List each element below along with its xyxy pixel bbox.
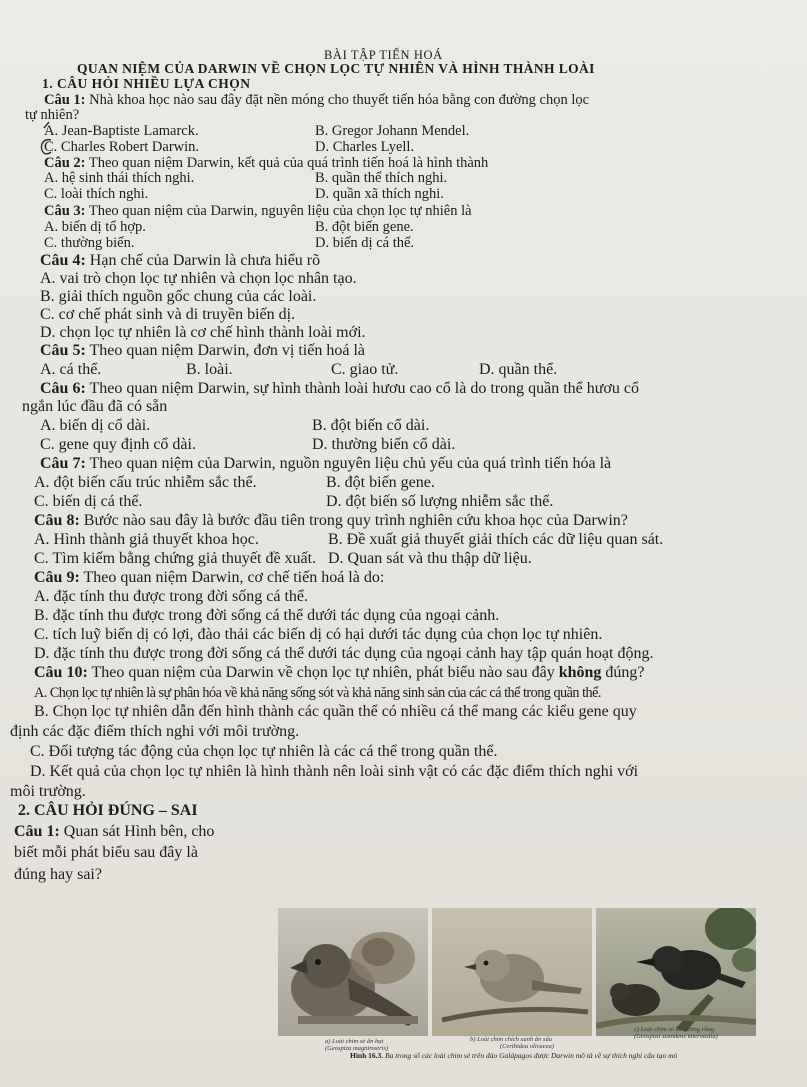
q5-option-c: C. giao tử. [331, 361, 399, 378]
q3-option-c: C. thường biến. [44, 235, 135, 251]
question-10-tail: đúng? [601, 664, 645, 681]
q8-option-a: A. Hình thành giả thuyết khoa học. [34, 531, 259, 548]
q7-option-b: B. đột biến gene. [326, 474, 435, 491]
question-10 [34, 664, 645, 682]
question-7 [40, 455, 611, 473]
q2-option-c: C. loài thích nghi. [44, 186, 149, 202]
q4-option-a: A. vai trò chọn lọc tự nhiên và chọn lọc nhân tạo. [40, 270, 357, 287]
question-6-label: Câu 6: [40, 380, 86, 397]
q8-option-b: B. Đề xuất giả thuyết giải thích các dữ liệu quan sát. [328, 531, 664, 548]
q8-option-d: D. Quan sát và thu thập dữ liệu. [328, 550, 532, 567]
tf-question-1 [14, 823, 214, 841]
warbler-finch-image [432, 908, 592, 1036]
figure-panel-b [432, 908, 592, 1036]
question-7-text: Theo quan niệm của Darwin, nguồn nguyên liệu chủ yếu của quá trình tiến hóa là [85, 455, 612, 472]
question-4 [40, 252, 320, 270]
question-2 [44, 155, 488, 171]
question-8-label: Câu 8: [34, 512, 80, 529]
question-8-text: Bước nào sau đây là bước đầu tiên trong quy trình nghiên cứu khoa học của Darwin? [79, 512, 628, 529]
caption-c-line-2: (Geospiza scandens intermedia) [634, 1033, 718, 1040]
figure-caption-label: Hình 16.3. [350, 1051, 384, 1060]
q9-option-a: A. đặc tính thu được trong đời sống cá thể. [34, 588, 308, 605]
subject-heading: BÀI TẬP TIẾN HOÁ [324, 48, 443, 62]
figure-panel-a [278, 908, 428, 1036]
question-6 [40, 380, 639, 398]
section-2-heading: 2. CÂU HỎI ĐÚNG – SAI [18, 802, 198, 819]
question-1 [44, 92, 589, 108]
caption-b-line-1: b) Loài chim chích xanh ăn sâu [470, 1036, 552, 1043]
cactus-finch-image [596, 908, 756, 1036]
question-1-text-cont: tự nhiên? [25, 107, 80, 123]
q9-option-c: C. tích luỹ biến dị có lợi, đào thải các biến dị có hại dưới tác dụng của chọn lọc tự nhiên. [34, 626, 603, 643]
q2-option-b: B. quần thể thích nghi. [315, 170, 448, 186]
question-10-label: Câu 10: [34, 664, 88, 681]
tf-question-1-line-3: đúng hay sai? [14, 866, 102, 883]
q1-option-a: A. Jean-Baptiste Lamarck. [44, 123, 199, 139]
q4-option-c: C. cơ chế phát sinh và di truyền biến dị. [40, 306, 296, 323]
question-1-label: Câu 1: [44, 92, 86, 108]
question-1-text: Nhà khoa học nào sau đây đặt nền móng cho thuyết tiến hóa bằng con đường chọn lọc [85, 92, 590, 108]
q9-option-d: D. đặc tính thu được trong đời sống cá thể dưới tác dụng của ngoại cảnh hay tập quán hoạt động. [34, 645, 654, 662]
page-title: QUAN NIỆM CỦA DARWIN VỀ CHỌN LỌC TỰ NHIÊN VÀ HÌNH THÀNH LOÀI [77, 61, 595, 76]
q1-option-d: D. Charles Lyell. [315, 139, 415, 155]
question-10-text: Theo quan niệm của Darwin về chọn lọc tự nhiên, phát biểu nào sau đây [87, 664, 559, 681]
q8-option-c: C. Tìm kiếm bằng chứng giả thuyết đề xuất. [34, 550, 317, 567]
question-4-text: Hạn chế của Darwin là chưa hiểu rõ [85, 252, 321, 269]
question-8 [34, 512, 628, 530]
q10-option-b: B. Chọn lọc tự nhiên dẫn đến hình thành các quần thể có nhiều cá thể mang các kiểu gene quy [34, 703, 637, 720]
caption-b-line-2: (Certhidea olivacea) [500, 1043, 554, 1050]
finch-figure [278, 908, 756, 1052]
q9-option-b: B. đặc tính thu được trong đời sống cá thể dưới tác dụng của ngoại cảnh. [34, 607, 500, 624]
q6-option-b: B. đột biến cổ dài. [312, 417, 430, 434]
question-2-text: Theo quan niệm Darwin, kết quả của quá trình tiến hoá là hình thành [85, 155, 489, 171]
q10-option-a: A. Chọn lọc tự nhiên là sự phân hóa về khả năng sống sót và khả năng sinh sản của các cá thể trong quần thể. [34, 685, 601, 701]
caption-a [325, 1038, 388, 1052]
question-4-label: Câu 4: [40, 252, 86, 269]
q6-option-a: A. biến dị cổ dài. [40, 417, 151, 434]
figure-panel-c [596, 908, 756, 1036]
q10-option-b-cont: định các đặc điểm thích nghi với môi trường. [10, 723, 300, 740]
caption-a-line-1: a) Loài chim sẻ ăn hạt [325, 1038, 384, 1045]
caption-c [634, 1026, 718, 1040]
question-6-text-cont: ngắn lúc đầu đã có sẵn [22, 398, 168, 415]
q4-option-b: B. giải thích nguồn gốc chung của các loài. [40, 288, 317, 305]
q4-option-d: D. chọn lọc tự nhiên là cơ chế hình thành loài mới. [40, 324, 366, 341]
question-3-label: Câu 3: [44, 203, 86, 219]
question-5-text: Theo quan niệm Darwin, đơn vị tiến hoá là [85, 342, 365, 359]
q6-option-d: D. thường biến cổ dài. [312, 436, 456, 453]
question-3-text: Theo quan niệm của Darwin, nguyên liệu của chọn lọc tự nhiên là [85, 203, 472, 219]
q3-option-a: A. biến dị tổ hợp. [44, 219, 146, 235]
question-9 [34, 569, 384, 587]
handwritten-answer-mark [35, 118, 59, 158]
q10-option-d: D. Kết quả của chọn lọc tự nhiên là hình thành nên loài sinh vật có các đặc điểm thích nghi với [30, 763, 639, 780]
q2-option-a: A. hệ sinh thái thích nghi. [44, 170, 195, 186]
question-6-text: Theo quan niệm Darwin, sự hình thành loài hươu cao cổ là do trong quần thể hươu cổ [85, 380, 639, 397]
figure-caption [350, 1051, 677, 1060]
q5-option-a: A. cá thể. [40, 361, 102, 378]
question-3 [44, 203, 472, 219]
question-9-label: Câu 9: [34, 569, 80, 586]
section-1-heading: 1. CÂU HỎI NHIỀU LỰA CHỌN [42, 76, 251, 91]
figure-caption-text: Ba trong số các loài chim sẻ trên đảo Galápagos được Darwin mô tả về sự thích nghi cấu tạo mỏ [383, 1051, 678, 1060]
q3-option-b: B. đột biến gene. [315, 219, 414, 235]
question-10-emphasis: không [558, 664, 602, 681]
question-5 [40, 342, 365, 360]
q2-option-d: D. quần xã thích nghi. [315, 186, 444, 202]
caption-a-line-2: (Geospiza magnirostris) [325, 1045, 389, 1052]
q7-option-d: D. đột biến số lượng nhiễm sắc thể. [326, 493, 554, 510]
q7-option-c: C. biến dị cá thể. [34, 493, 143, 510]
q7-option-a: A. đột biến cấu trúc nhiễm sắc thể. [34, 474, 257, 491]
q1-option-c: C. Charles Robert Darwin. [44, 139, 200, 155]
tf-question-1-label: Câu 1: [14, 823, 60, 840]
question-9-text: Theo quan niệm Darwin, cơ chế tiến hoá là do: [79, 569, 385, 586]
q3-option-d: D. biến dị cá thể. [315, 235, 415, 251]
q5-option-b: B. loài. [186, 361, 233, 378]
caption-c-line-1: c) Loài chim sẻ ăn xương rồng [634, 1026, 714, 1033]
q5-option-d: D. quần thể. [479, 361, 558, 378]
tf-question-1-line-2: biết mỗi phát biểu sau đây là [14, 844, 198, 861]
q10-option-d-cont: môi trường. [10, 783, 86, 800]
question-5-label: Câu 5: [40, 342, 86, 359]
tf-question-1-text: Quan sát Hình bên, cho [59, 823, 215, 840]
question-7-label: Câu 7: [40, 455, 86, 472]
q10-option-c: C. Đối tượng tác động của chọn lọc tự nhiên là các cá thể trong quần thể. [30, 743, 498, 760]
q1-option-b: B. Gregor Johann Mendel. [315, 123, 470, 139]
caption-b [470, 1036, 554, 1050]
q6-option-c: C. gene quy định cổ dài. [40, 436, 196, 453]
question-2-label: Câu 2: [44, 155, 86, 171]
seed-eating-finch-image [278, 908, 428, 1036]
